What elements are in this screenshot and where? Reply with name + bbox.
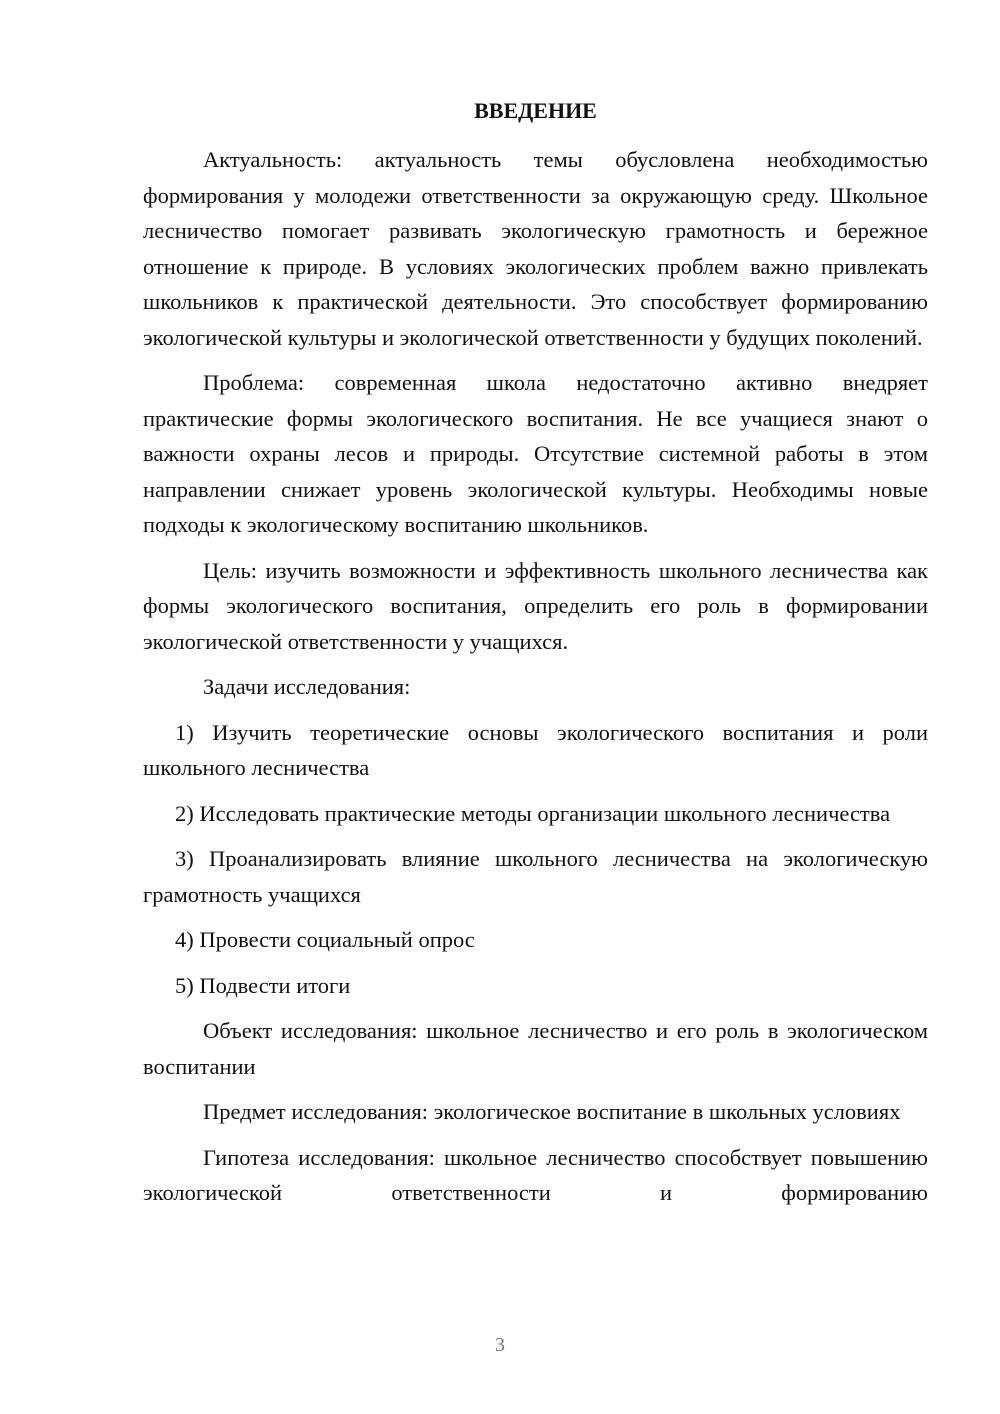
task-item-3: 3) Проанализировать влияние школьного лесничества на экологическую грамотность учащихся: [143, 846, 928, 907]
document-body: [143, 142, 928, 1221]
task-item-1: 1) Изучить теоретические основы экологического воспитания и роли школьного лесничества: [143, 719, 928, 780]
task-item-2: 2) Исследовать практические методы организации школьного лесничества: [175, 800, 891, 826]
paragraph-hypothesis: Гипотеза исследования: школьное лесничество способствует повышению экологической ответственности и формированию: [143, 1144, 928, 1205]
paragraph-problem: Проблема: современная школа недостаточно активно внедряет практические формы экологического воспитания. Не все учащиеся знают о важности охраны лесов и природы. Отсутствие системной работы в этом направлении снижает уровень экологической культуры. Необходимы новые подходы к экологическому воспитанию школьников.: [143, 370, 928, 537]
task-item-5: 5) Подвести итоги: [175, 972, 351, 998]
task-item-4: 4) Провести социальный опрос: [175, 927, 475, 952]
paragraph-goal: Цель: изучить возможности и эффективность школьного лесничества как формы экологического воспитания, определить его роль в формировании экологической ответственности у учащихся.: [143, 557, 928, 654]
page-title: ВВЕДЕНИЕ: [474, 98, 597, 123]
page-number: 3: [495, 1334, 505, 1356]
paragraph-object: Объект исследования: школьное лесничество и его роль в экологическом воспитании: [143, 1018, 928, 1079]
paragraph-subject: Предмет исследования: экологическое воспитание в школьных условиях: [203, 1099, 901, 1124]
paragraph-relevance: Актуальность: актуальность темы обусловлена необходимостью формирования у молодежи ответственности за окружающую среду. Школьное лесничество помогает развивать экологическую грамотность и бережное отношение к природе. В условиях экологических проблем важно привлекать школьников к практической деятельности. Это способствует формированию экологической культуры и экологической ответственности у будущих поколений.: [143, 147, 928, 350]
paragraph-tasks-heading: Задачи исследования:: [203, 674, 411, 699]
